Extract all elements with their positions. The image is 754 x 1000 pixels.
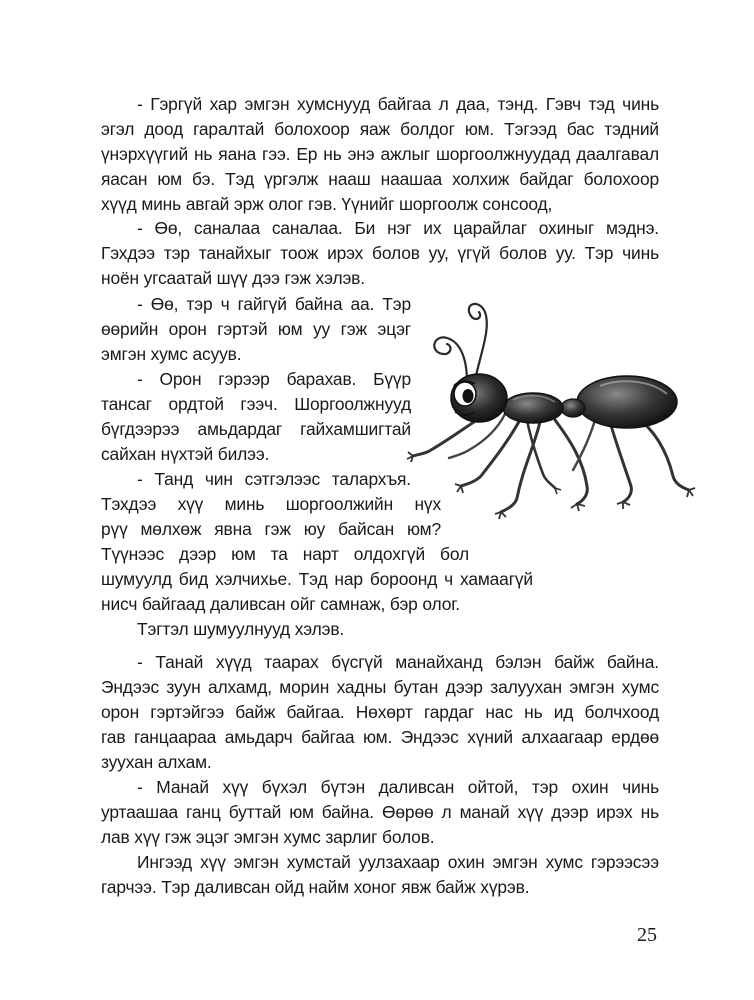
ant-illustration-icon xyxy=(405,290,710,540)
text-line: сайхан нүхтэй билээ. xyxy=(101,444,270,464)
text-line: зуухан алхам. xyxy=(101,752,212,772)
text-line: тансаг ордтой гээч. Шоргоолжнууд xyxy=(101,394,411,414)
text-line: өөрийн орон гэртэй юм уу гэж эцэг xyxy=(101,319,411,339)
text-line: лав хүү гэж эцэг эмгэн хумс зарлиг болов. xyxy=(101,827,435,847)
paragraph-2 xyxy=(101,216,659,291)
text-line: нисч байгаад даливсан ойг самнаж, бэр олог. xyxy=(101,594,460,614)
paragraph-8 xyxy=(101,775,659,850)
text-line: гарчээ. Тэр даливсан ойд найм хоног явж байж хүрэв. xyxy=(101,877,530,897)
text-line: шумуулд бид хэлчихье. Тэд нар бороонд ч хамаагүй xyxy=(101,569,533,589)
text-line: - Гэргүй хар эмгэн хумснууд байгаа л даа, тэнд. Гэвч тэд чинь xyxy=(137,94,659,114)
text-line: хүүд минь авгай эрж олог гэв. Үүнийг шоргоолж сонсоод, xyxy=(101,194,553,214)
text-line: үнэрхүүгий нь яана гээ. Ер нь энэ ажлыг шоргоолжнуудад даалгавал xyxy=(101,144,659,164)
text-line: яасан юм бэ. Тэд үргэлж нааш наашаа холхиж байдаг болохоор xyxy=(101,169,659,189)
text-line: Ингээд хүү эмгэн хумстай уулзахаар охин эмгэн хумс гэрээсээ xyxy=(137,852,659,872)
text-line: - Танай хүүд таарах бүсгүй манайханд бэлэн байж байна. xyxy=(137,652,659,672)
text-line: бүгдээрээ амьдардаг гайхамшигтай xyxy=(101,419,411,439)
text-line: Түүнээс дээр юм та нарт олдохгүй бол xyxy=(101,544,469,564)
text-line: Гэхдээ тэр танайхыг тоож ирэх болов уу, үгүй болов уу. Тэр чинь xyxy=(101,243,659,263)
text-line: Эндээс зуун алхамд, морин хадны бутан дээр залуухан эмгэн хумс xyxy=(101,677,659,697)
text-line: уртаашаа ганц буттай юм байна. Өөрөө л манай хүү дээр ирэх нь xyxy=(101,802,659,822)
page-number: 25 xyxy=(637,924,657,946)
text-line: орон гэртэйгээ байж байгаа. Нөхөрт гардаг нас нь ид болчхоод xyxy=(101,702,659,722)
paragraph-4 xyxy=(101,367,411,467)
paragraph-1 xyxy=(101,92,659,217)
text-line: эгэл доод гаралтай болохоор яаж болдог юм. Тэгээд бас тэдний xyxy=(101,119,659,139)
paragraph-7 xyxy=(101,650,659,775)
text-line: гав ганцаараа амьдарч байгаа юм. Эндээс хүний алхаагаар ердөө xyxy=(101,727,659,747)
text-line: - Өө, саналаа саналаа. Би нэг их царайлаг охиныг мэднэ. xyxy=(137,218,659,238)
paragraph-6 xyxy=(137,617,657,642)
text-line: эмгэн хумс асуув. xyxy=(101,344,242,364)
paragraph-3 xyxy=(101,292,411,367)
text-line: - Манай хүү бүхэл бүтэн даливсан ойтой, тэр охин чинь xyxy=(137,777,659,797)
text-line: рүү мөлхөж явна гэж юу байсан юм? xyxy=(101,519,441,539)
text-line: Тэхдээ хүү минь шоргоолжийн нүх xyxy=(101,494,441,514)
text-line: ноён угсаатай шүү дээ гэж хэлэв. xyxy=(101,268,365,288)
text-line: - Танд чин сэтгэлээс талархъя. xyxy=(137,469,411,489)
text-line: - Орон гэрээр барахав. Бүүр xyxy=(137,369,411,389)
text-line: Тэгтэл шумуулнууд хэлэв. xyxy=(137,619,345,639)
text-line: - Өө, тэр ч гайгүй байна аа. Тэр xyxy=(137,294,411,314)
paragraph-9 xyxy=(101,850,659,900)
